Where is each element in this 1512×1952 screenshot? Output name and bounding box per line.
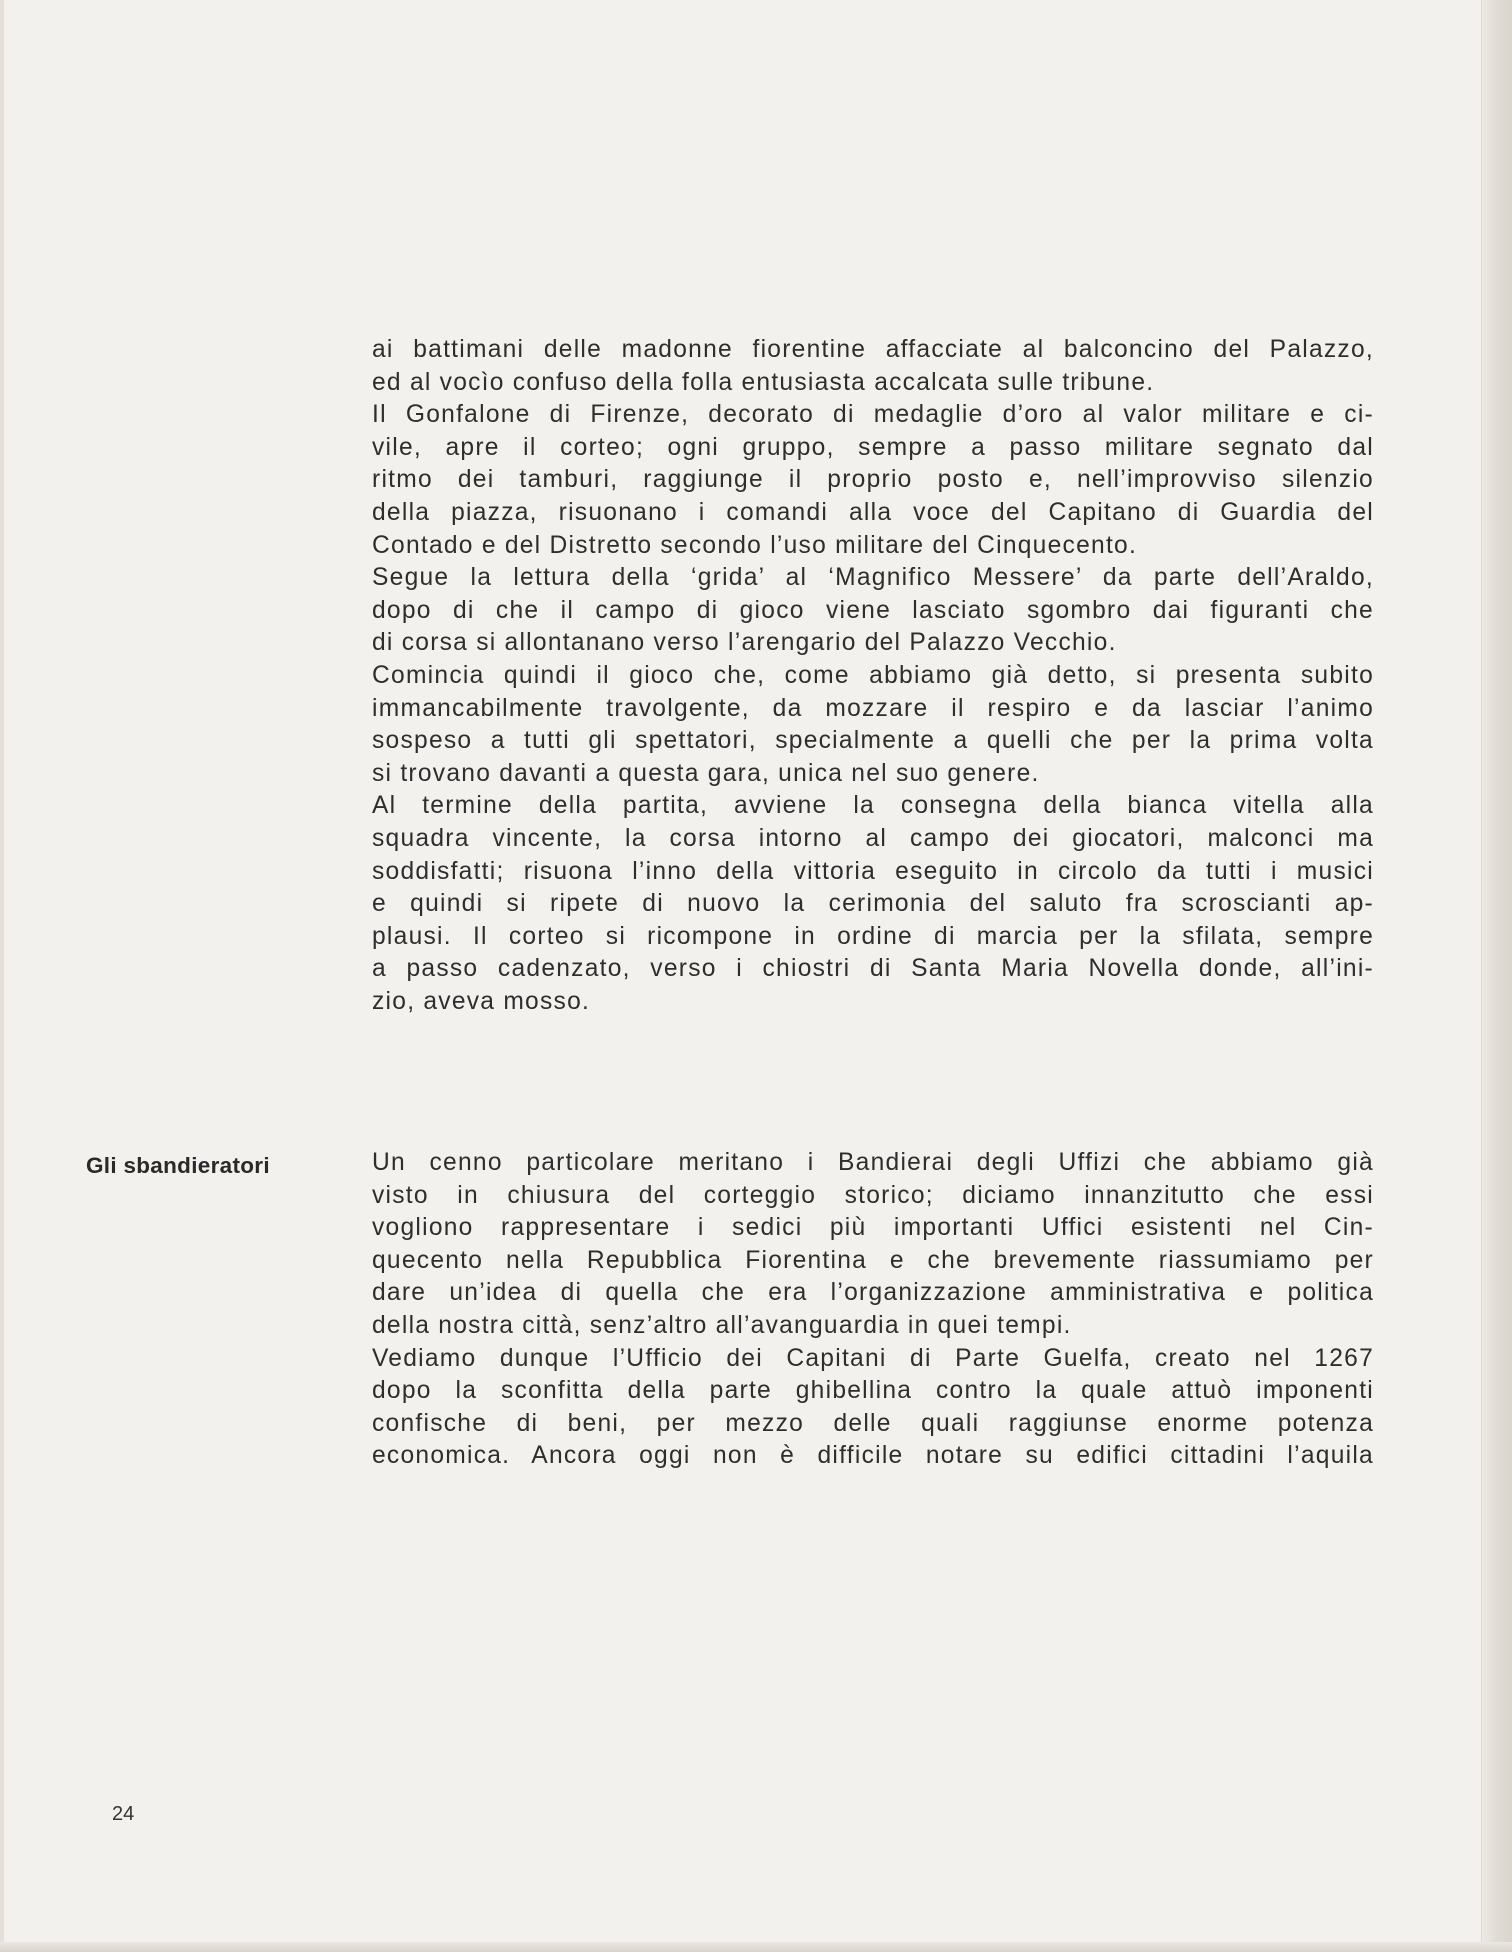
text-line: ai battimani delle madonne fiorentine affacciate al balconcino del Palazzo, [372, 336, 1374, 363]
text-line: Contado e del Distretto secondo l’uso militare del Cinquecento. [372, 531, 1138, 559]
text-line: Segue la lettura della ‘grida’ al ‘Magnifico Messere’ da parte dell’Araldo, [372, 564, 1374, 592]
text-line: Comincia quindi il gioco che, come abbiamo già detto, si presenta subito [372, 661, 1374, 689]
section-heading: Gli sbandieratori [86, 1153, 270, 1178]
text-line: vogliono rappresentare i sedici più importanti Uffici esistenti nel Cin- [372, 1214, 1374, 1242]
text-line: della piazza, risuonano i comandi alla voce del Capitano di Guardia del [372, 498, 1374, 526]
paragraph-sbandieratori [372, 1147, 1374, 1473]
text-line: zio, aveva mosso. [372, 987, 591, 1015]
page-number: 24 [112, 1803, 135, 1825]
text-line: confische di beni, per mezzo delle quali raggiunse enorme potenza [372, 1409, 1374, 1437]
text-line: Un cenno particolare meritano i Bandierai degli Uffizi che abbiamo già [372, 1149, 1374, 1176]
text-line: plausi. Il corteo si ricompone in ordine di marcia per la sfilata, sempre [372, 922, 1374, 950]
text-line: Al termine della partita, avviene la consegna della bianca vitella alla [372, 792, 1374, 820]
text-line: della nostra città, senz’altro all’avanguardia in quei tempi. [372, 1311, 1072, 1339]
text-line: di corsa si allontanano verso l’arengario del Palazzo Vecchio. [372, 629, 1117, 657]
text-line: si trovano davanti a questa gara, unica nel suo genere. [372, 759, 1040, 787]
paragraph-corteo [372, 334, 1374, 1018]
text-line: immancabilmente travolgente, da mozzare il respiro e da lasciar l’animo [372, 694, 1374, 722]
text-line: soddisfatti; risuona l’inno della vittoria eseguito in circolo da tutti i musici [372, 857, 1374, 885]
text-line: a passo cadenzato, verso i chiostri di Santa Maria Novella donde, all’ini- [372, 955, 1374, 983]
text-line: dopo di che il campo di gioco viene lasciato sgombro dai figuranti che [372, 596, 1374, 624]
text-line: squadra vincente, la corsa intorno al campo dei giocatori, malconci ma [372, 824, 1374, 852]
text-line: ed al vocìo confuso della folla entusiasta accalcata sulle tribune. [372, 368, 1155, 396]
text-line: dopo la sconfitta della parte ghibellina contro la quale attuò imponenti [372, 1377, 1374, 1405]
text-line: quecento nella Repubblica Fiorentina e che brevemente riassumiamo per [372, 1246, 1374, 1274]
text-line: e quindi si ripete di nuovo la cerimonia del saluto fra scroscianti ap- [372, 890, 1374, 918]
page-bottom-edge [0, 1942, 1512, 1952]
text-line: sospeso a tutti gli spettatori, specialmente a quelli che per la prima volta [372, 727, 1374, 755]
text-line: Il Gonfalone di Firenze, decorato di medaglie d’oro al valor militare e ci- [372, 401, 1374, 429]
text-line: visto in chiusura del corteggio storico; diciamo innanzitutto che essi [372, 1181, 1374, 1209]
page-fore-edge [1481, 0, 1512, 1952]
text-line: vile, apre il corteo; ogni gruppo, sempre a passo militare segnato dal [372, 433, 1374, 461]
text-line: Vediamo dunque l’Ufficio dei Capitani di Parte Guelfa, creato nel 1267 [372, 1344, 1374, 1372]
text-line: dare un’idea di quella che era l’organizzazione amministrativa e politica [372, 1279, 1374, 1307]
page-binding-edge [0, 0, 4, 1952]
text-line: economica. Ancora oggi non è difficile notare su edifici cittadini l’aquila [372, 1442, 1374, 1470]
text-line: ritmo dei tamburi, raggiunge il proprio posto e, nell’improvviso silenzio [372, 466, 1374, 494]
